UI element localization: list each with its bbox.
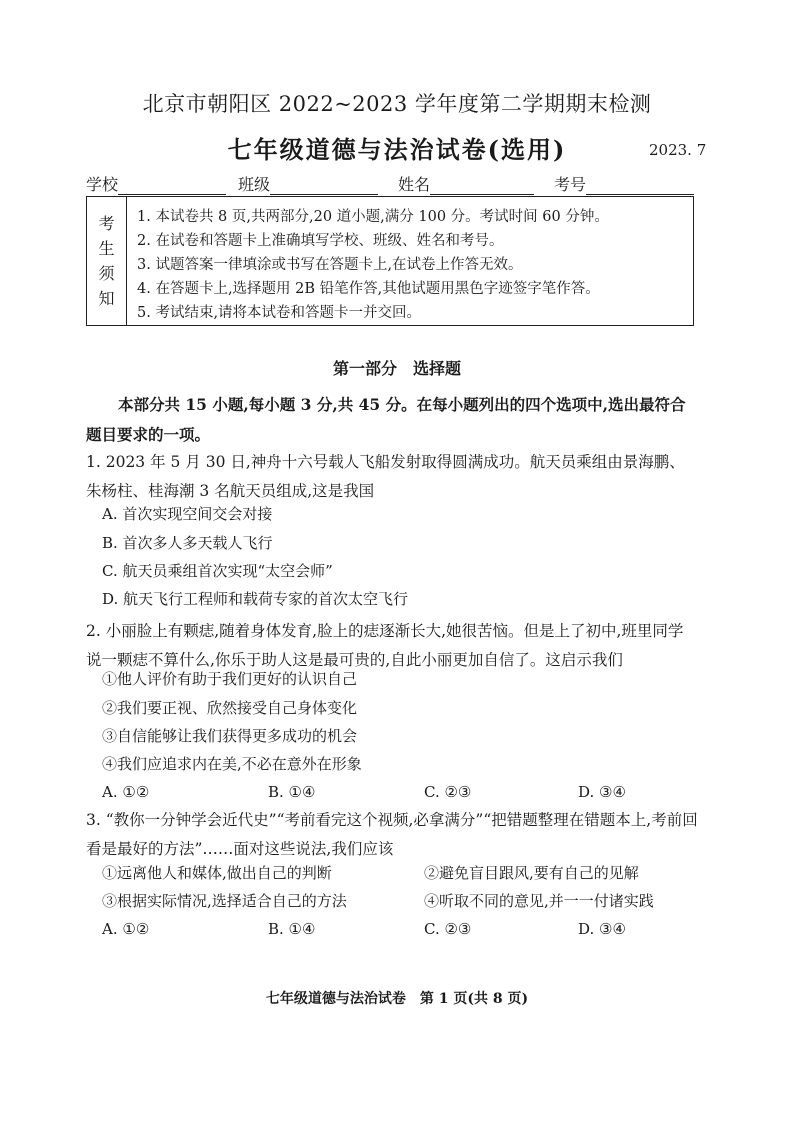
candidate-notice-box (86, 196, 694, 326)
notice-item: 5. 考试结束,请将本试卷和答题卡一并交回。 (137, 305, 422, 321)
exam-number-label: 考号 (554, 175, 587, 194)
question-1-option-a[interactable]: A. 首次实现空间交会对接 (102, 505, 273, 523)
question-2-option-b[interactable]: B. ①④ (268, 783, 316, 801)
exam-title-line2: 七年级道德与法治试卷(选用) (227, 135, 567, 164)
question-3-statement: ①远离他人和媒体,做出自己的判断 (102, 864, 332, 882)
question-3-option-c[interactable]: C. ②③ (424, 920, 472, 938)
class-label: 班级 (238, 175, 271, 194)
question-2-option-c[interactable]: C. ②③ (424, 783, 472, 801)
name-field[interactable] (398, 172, 534, 195)
notice-item: 1. 本试卷共 8 页,共两部分,20 道小题,满分 100 分。考试时间 60 分钟。 (137, 209, 609, 225)
notice-list (137, 205, 691, 325)
question-2-statement: ④我们应追求内在美,不必在意外在形象 (102, 755, 362, 773)
question-3-statement: ④听取不同的意见,并一一付诸实践 (424, 892, 654, 910)
question-1-option-d[interactable]: D. 航天飞行工程师和载荷专家的首次太空飞行 (102, 590, 409, 608)
question-1-option-c[interactable]: C. 航天员乘组首次实现“太空会师” (102, 562, 333, 580)
section-intro: 本部分共 15 小题,每小题 3 分,共 45 分。在每小题列出的四个选项中,选出最符合题目要求的一项。 (86, 395, 686, 444)
school-field[interactable] (86, 172, 226, 195)
notice-item: 3. 试题答案一律填涂或书写在答题卡上,在试卷上作答无效。 (137, 257, 523, 273)
question-2-statement: ②我们要正视、欣然接受自己身体变化 (102, 699, 358, 717)
name-blank[interactable] (430, 178, 534, 195)
notice-label-char: 生 (98, 239, 115, 258)
notice-item: 4. 在答题卡上,选择题用 2B 铅笔作答,其他试题用黑色字迹签字笔作答。 (137, 281, 600, 297)
question-2-stem: 2. 小丽脸上有颗痣,随着身体发育,脸上的痣逐渐长大,她很苦恼。但是上了初中,班里同学说一颗痣不算什么,你乐于助人这是最可贵的,自此小丽更加自信了。这启示我们 (86, 622, 684, 669)
exam-number-field[interactable] (554, 172, 694, 195)
question-1-stem: 1. 2023 年 5 月 30 日,神舟十六号载人飞船发射取得圆满成功。航天员乘组由景海鹏、朱杨柱、桂海潮 3 名航天员组成,这是我国 (86, 453, 685, 500)
class-field[interactable] (238, 172, 378, 195)
question-3-option-b[interactable]: B. ①④ (268, 920, 316, 938)
notice-label-char: 考 (98, 214, 115, 233)
question-3-option-d[interactable]: D. ③④ (578, 920, 626, 938)
question-2-option-a[interactable]: A. ①② (102, 783, 150, 801)
exam-number-blank[interactable] (586, 178, 694, 195)
question-3-stem: 3. “教你一分钟学会近代史”“考前看完这个视频,必拿满分”“把错题整理在错题本上,考前回看是最好的方法”……面对这些说法,我们应该 (86, 811, 698, 858)
name-label: 姓名 (398, 175, 431, 194)
exam-title-line1: 北京市朝阳区 2022~2023 学年度第二学期期末检测 (142, 92, 652, 116)
notice-label (87, 197, 127, 325)
question-3-statement: ②避免盲目跟风,要有自己的见解 (424, 864, 639, 882)
notice-label-char: 知 (98, 289, 115, 308)
school-blank[interactable] (118, 178, 226, 195)
question-2-option-d[interactable]: D. ③④ (578, 783, 626, 801)
student-info-row (86, 172, 698, 194)
exam-date: 2023. 7 (649, 141, 707, 159)
page-footer: 七年级道德与法治试卷 第 1 页(共 8 页) (265, 991, 529, 1007)
notice-label-char: 须 (98, 264, 115, 283)
section-title: 第一部分 选择题 (332, 359, 461, 378)
question-2-statement: ③自信能够让我们获得更多成功的机会 (102, 727, 358, 745)
question-3-option-a[interactable]: A. ①② (102, 920, 150, 938)
school-label: 学校 (86, 175, 119, 194)
class-blank[interactable] (270, 178, 378, 195)
notice-item: 2. 在试卷和答题卡上准确填写学校、班级、姓名和考号。 (137, 233, 504, 249)
question-1-option-b[interactable]: B. 首次多人多天载人飞行 (102, 534, 273, 552)
question-3-statement: ③根据实际情况,选择适合自己的方法 (102, 892, 347, 910)
question-2-statement: ①他人评价有助于我们更好的认识自己 (102, 670, 358, 688)
